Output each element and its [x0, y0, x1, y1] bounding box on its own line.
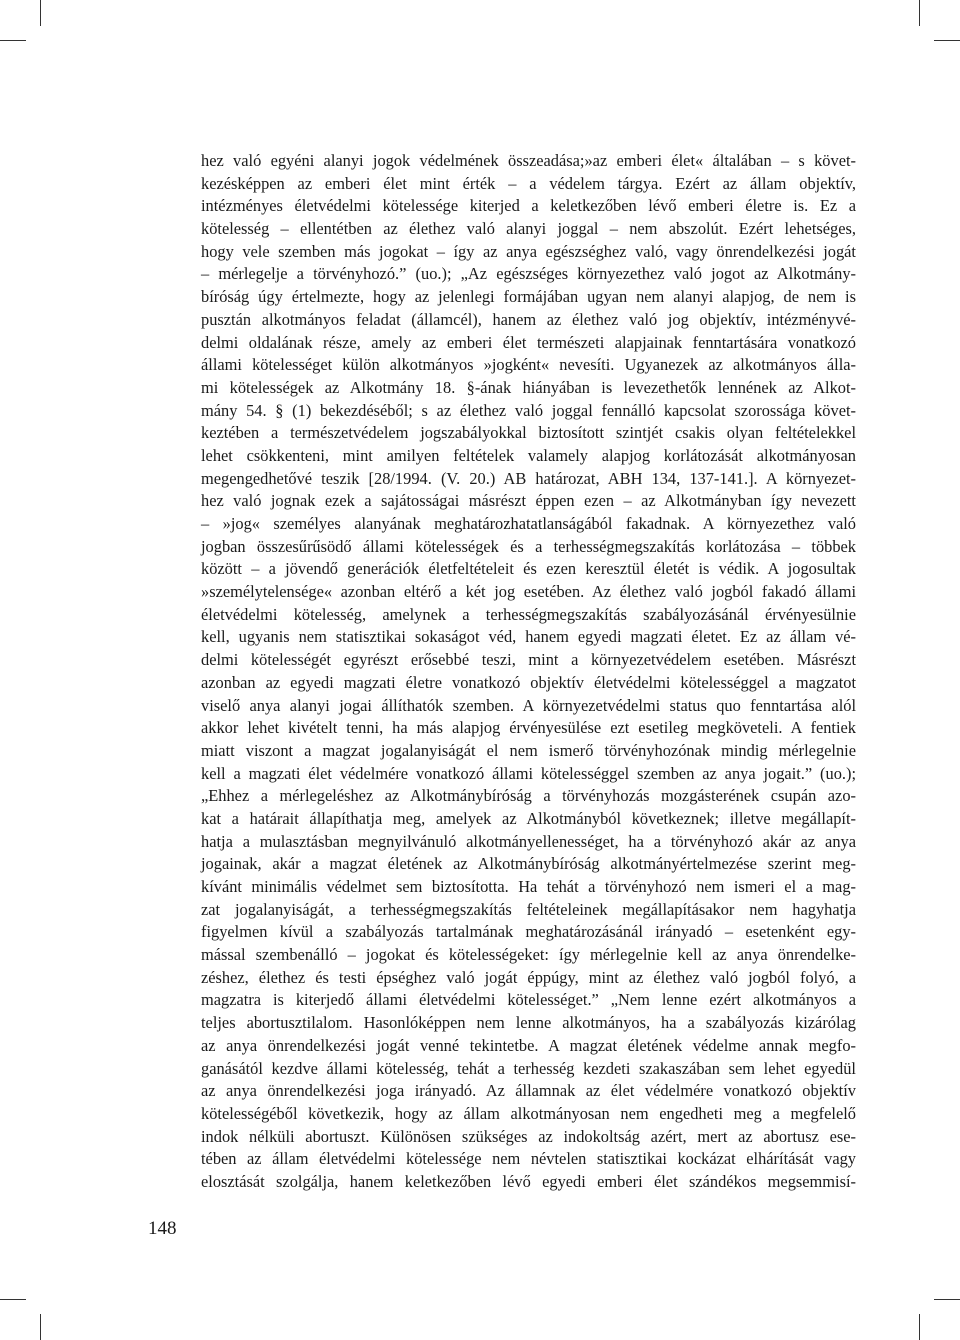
text-line: bíróság úgy értelmezte, hogy az jelenlegi formájában ugyan nem alanyi alapjog, de nem is — [201, 287, 856, 307]
text-line: között – a jövendő generációk életfeltételeit és ezen keresztül életét is védik. A jogosultak — [201, 559, 856, 579]
text-line: elosztását szolgálja, hanem keletkezőben lévő egyedi emberi élet szándékos megsemmisí- — [201, 1171, 856, 1191]
text-line: mány 54. § (1) bekezdéséből; s az élethez való joggal fennálló kapcsolat szorossága követ- — [201, 400, 856, 420]
text-line: delmi kötelességét egyrészt erősebbé teszi, mint a környezetvédelem esetében. Másrészt — [201, 650, 856, 670]
crop-mark-bottom-left-vertical — [40, 1314, 41, 1340]
text-line: megengedhetővé teszik [28/1994. (V. 20.) AB határozat, ABH 134, 137-141.]. A környezet- — [201, 468, 856, 488]
crop-mark-top-right-vertical — [919, 0, 920, 26]
text-line: delmi oldalának része, amely az emberi élet természeti alapjainak fenntartására vonatkozó — [201, 332, 856, 352]
text-line: kell a magzati élet védelmére vonatkozó állami kötelességgel szemben az anya jogait.” (uo.); — [201, 763, 856, 783]
text-line: zat jogalanyiságát, a terhességmegszakítás feltételeinek megállapításakor nem hagyhatja — [201, 899, 856, 919]
text-line: viselő anya alanyi jogai állíthatók szemben. A környezetvédelmi status quo fenntartása alól — [201, 695, 856, 715]
crop-mark-bottom-right-horizontal — [934, 1299, 960, 1300]
text-line: teljes abortusztilalom. Hasonlóképpen nem lenne alkotmányos, ha a szabályozás kizárólag — [201, 1013, 856, 1033]
text-line: – mérlegelje a törvényhozó.” (uo.); „Az egészséges környezethez való jogot az Alkotmány- — [201, 264, 856, 284]
text-line: intézményes életvédelmi kötelessége kiterjed a keletkezőben lévő emberi életre is. Ez a — [201, 196, 856, 216]
text-line: ganásától kezdve állami kötelesség, tehát a terhesség kezdeti szakaszában sem lehet egyedül — [201, 1058, 856, 1078]
text-line: mással szembenálló – jogokat és kötelességeket: így mérlegelnie kell az anya önrendelke- — [201, 945, 856, 965]
text-line: »személytelensége« azonban eltérő a két jog esetében. Az élethez való jogból fakadó állami — [201, 582, 856, 602]
text-line: hez való egyéni alanyi jogok védelmének összeadása;»az emberi élet« általában – s követ- — [201, 151, 856, 170]
text-line: életvédelmi kötelesség, amelynek a terhességmegszakítás szabályozásánál érvényesülnie — [201, 604, 856, 624]
text-line: hatja a mulasztásban megnyilvánuló alkotmányellenességet, ha a törvényhozó akár az anya — [201, 831, 856, 851]
text-line: figyelmen kívül a szabályozás tartalmának meghatározásánál irányadó – esetenként egy- — [201, 922, 856, 942]
text-line: miatt viszont a magzat jogalanyiságát el nem ismerő törvényhozónak mindig mérlegelnie — [201, 740, 856, 760]
text-line: pusztán alkotmányos feladat (államcél), hanem az élethez való jog objektív, intézményvé- — [201, 309, 856, 329]
page-number: 148 — [148, 1218, 177, 1239]
text-line: kell, ugyanis nem statisztikai sokaságot véd, hanem egyedi magzati életet. Ez az állam vé- — [201, 627, 856, 647]
text-line: zéshez, élethez és testi épséghez való jogát éppúgy, mint az élethez való jogból folyó, a — [201, 967, 856, 987]
crop-mark-top-right-horizontal — [934, 40, 960, 41]
text-line: tében az állam életvédelmi kötelessége nem névtelen statisztikai kockázat elhárítását vagy — [201, 1149, 856, 1169]
crop-mark-bottom-left-horizontal — [0, 1299, 26, 1300]
text-line: kötelesség – ellentétben az élethez való alanyi joggal – nem abszolút. Ezért lehetséges, — [201, 219, 856, 239]
text-line: indok nélküli abortuszt. Különösen szükséges az indokoltság azért, mert az abortusz ese- — [201, 1126, 856, 1146]
text-line: kötelességéből következik, hogy az állam alkotmányosan nem engedheti meg a megfelelő — [201, 1103, 856, 1123]
text-line: hez való jognak ezek a sajátosságai másrészt éppen ezen – az Alkotmányban így nevezett — [201, 491, 856, 511]
text-line: az anya önrendelkezési joga irányadó. Az államnak az élet védelmére vonatkozó objektív — [201, 1081, 856, 1101]
text-line: az anya önrendelkezési jogát venné tekintetbe. A magzat életének védelme annak megfo- — [201, 1035, 856, 1055]
text-line: mi kötelességek az Alkotmány 18. §-ának hiányában is levezethetők lennének az Alkot- — [201, 377, 856, 397]
text-line: kat a határait állapíthatja meg, amelyek az Alkotmányból következnek; illetve megállapít- — [201, 808, 856, 828]
crop-mark-top-left-vertical — [40, 0, 41, 26]
text-line: jogainak, akár a magzat életének az Alkotmánybíróság alkotmányértelmezése szerint meg- — [201, 854, 856, 874]
body-text — [201, 150, 856, 1194]
text-line: hogy vele szemben más jogokat – így az anya egészséghez való, vagy önrendelkezési jogát — [201, 241, 856, 261]
text-line: keztében a természetvédelem jogszabályokkal biztosított szintjét csakis olyan feltételekkel — [201, 423, 856, 443]
text-line: – »jog« személyes alanyának meghatározhatatlanságából fakadnak. A környezethez való — [201, 514, 856, 533]
text-line: magzatra is kiterjedő állami életvédelmi kötelességet.” „Nem lenne ezért alkotmányos a — [201, 990, 856, 1010]
text-line: kezésképpen az emberi élet mint érték – a védelem tárgya. Ezért az állam objektív, — [201, 173, 856, 193]
text-line: lehet csökkenteni, mint amilyen feltételek valamely alapjog korlátozását alkotmányosan — [201, 445, 856, 465]
text-line: „Ehhez a mérlegeléshez az Alkotmánybíróság a törvényhozás mozgásterének csupán azo- — [201, 786, 856, 806]
crop-mark-bottom-right-vertical — [919, 1314, 920, 1340]
text-line: jogban összesűrűsödő állami kötelességek és a terhességmegszakítás korlátozása – többek — [201, 536, 856, 556]
text-line: azonban az egyedi magzati életre vonatkozó objektív életvédelmi kötelességgel a magzatot — [201, 672, 856, 692]
text-line: akkor lehet kivételt tenni, ha más alapjog érvényesülése ezt esetileg megköveteli. A fentiek — [201, 718, 856, 738]
text-line: kívánt minimális védelmet sem biztosította. Ha tehát a törvényhozó nem ismeri el a mag- — [201, 877, 856, 896]
text-line: állami kötelességet külön alkotmányos »jogként« nevesíti. Ugyanezek az alkotmányos álla- — [201, 355, 856, 375]
crop-mark-top-left-horizontal — [0, 40, 26, 41]
